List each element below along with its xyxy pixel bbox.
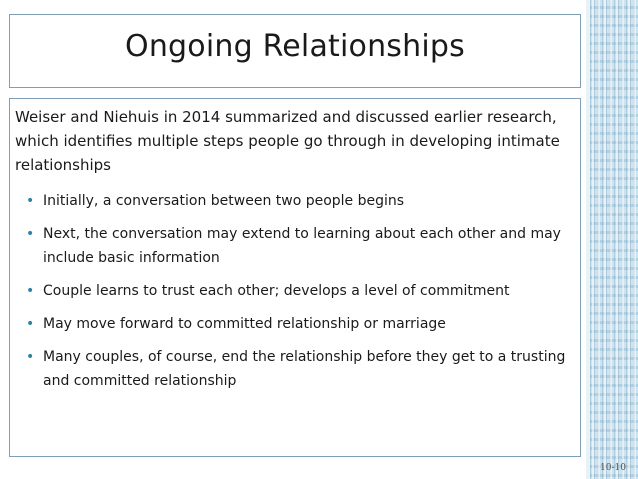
slide-title: Ongoing Relationships [125, 29, 465, 64]
bullet-icon: • [26, 193, 35, 209]
list-item [15, 222, 573, 270]
list-item [15, 345, 573, 393]
bullet-text: May move forward to committed relationship or marriage [43, 316, 446, 332]
bullet-text: Many couples, of course, end the relationship before they get to a trusting and committed relationship [43, 349, 566, 389]
list-item [15, 189, 573, 213]
content-box [9, 98, 581, 457]
list-item [15, 279, 573, 303]
bullet-icon: • [26, 226, 35, 242]
page-number: 10-10 [600, 463, 626, 473]
title-box [9, 14, 581, 88]
bullet-icon: • [26, 316, 35, 332]
bullet-text: Couple learns to trust each other; develops a level of commitment [43, 283, 510, 299]
bullet-text: Next, the conversation may extend to learning about each other and may include basic information [43, 226, 561, 266]
bullet-icon: • [26, 283, 35, 299]
bullet-icon: • [26, 349, 35, 365]
decorative-edge-pattern [586, 0, 638, 479]
list-item [15, 312, 573, 336]
bullet-list [15, 189, 573, 402]
bullet-text: Initially, a conversation between two people begins [43, 193, 405, 209]
intro-paragraph: Weiser and Niehuis in 2014 summarized and discussed earlier research, which identifies multiple steps people go through in developing intimate relationships [15, 108, 560, 174]
